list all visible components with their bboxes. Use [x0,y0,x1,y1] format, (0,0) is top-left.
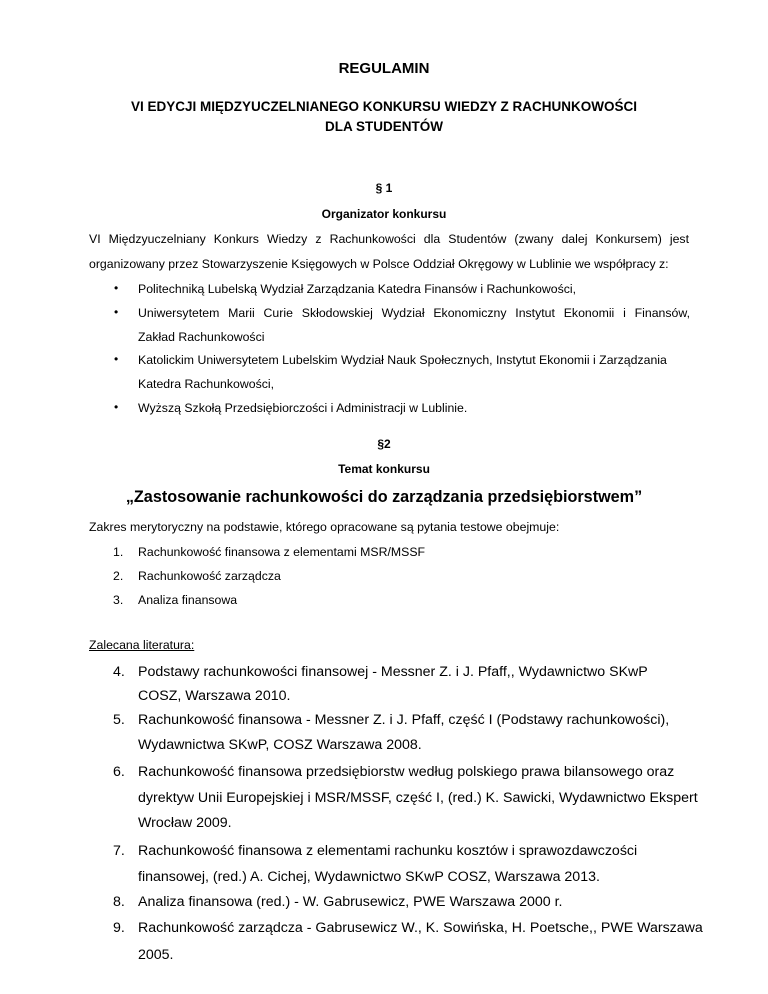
organizer-item: Politechniką Lubelską Wydział Zarządzania Katedra Finansów i Rachunkowości, [138,282,577,296]
scope-intro: Zakres merytoryczny na podstawie, którego opracowane są pytania testowe obejmuje: [89,520,560,534]
literature-item: Rachunkowość zarządcza - Gabrusewicz W., K. Sowińska, H. Poetsche,, PWE Warszawa [138,920,703,936]
section-1-intro-line-2: organizowany przez Stowarzyszenie Księgowych w Polsce Oddział Okręgowy w Lublinie we współpracy z: [89,257,669,271]
scope-item: Rachunkowość finansowa z elementami MSR/MSSF [138,545,426,559]
organizer-item: Katolickim Uniwersytetem Lubelskim Wydział Nauk Społecznych, Instytut Ekonomii i Zarządzania [138,353,667,367]
section-2-number: §2 [377,437,391,451]
section-2-heading: Temat konkursu [338,462,430,476]
organizer-item: Wyższą Szkołą Przedsiębiorczości i Administracji w Lublinie. [138,401,468,415]
scope-item: Rachunkowość zarządcza [138,569,281,583]
literature-number: 9. [113,920,125,936]
literature-item-continued: Wrocław 2009. [138,815,232,831]
organizer-item: Uniwersytetem Marii Curie Skłodowskiej Wydział Ekonomiczny Instytut Ekonomii i Finansów, [138,306,690,320]
document-subtitle [0,97,768,137]
scope-item: Analiza finansowa [138,593,238,607]
literature-item-continued: Wydawnictwa SKwP, COSZ Warszawa 2008. [138,737,422,753]
literature-item: Analiza finansowa (red.) - W. Gabrusewicz, PWE Warszawa 2000 r. [138,894,563,910]
bullet-icon: • [114,400,119,414]
literature-item-continued: dyrektyw Unii Europejskiej i MSR/MSSF, część I, (red.) K. Sawicki, Wydawnictwo Ekspert [138,790,698,806]
section-1-heading: Organizator konkursu [321,207,447,221]
section-1-number: § 1 [375,181,393,195]
document-title: REGULAMIN [338,60,430,77]
literature-item-continued: COSZ, Warszawa 2010. [138,688,291,704]
competition-topic: „Zastosowanie rachunkowości do zarządzania przedsiębiorstwem” [125,488,643,506]
literature-item: Rachunkowość finansowa z elementami rachunku kosztów i sprawozdawczości [138,843,638,859]
subtitle-line-1: VI EDYCJI MIĘDZYUCZELNIANEGO KONKURSU WIEDZY Z RACHUNKOWOŚCI [130,99,638,114]
bullet-icon: • [114,305,119,319]
literature-number: 6. [113,764,125,780]
section-1-intro-line-1: VI Międzyuczelniany Konkurs Wiedzy z Rachunkowości dla Studentów (zwany dalej Konkursem) jest [89,232,689,246]
scope-item-number: 2. [113,569,124,583]
organizer-item-continued: Zakład Rachunkowości [138,330,265,344]
literature-item: Rachunkowość finansowa przedsiębiorstw według polskiego prawa bilansowego oraz [138,764,675,780]
bullet-icon: • [114,281,119,295]
literature-number: 8. [113,894,125,910]
literature-item: Rachunkowość finansowa - Messner Z. i J. Pfaff, część I (Podstawy rachunkowości), [138,712,670,728]
organizer-item-continued: Katedra Rachunkowości, [138,377,275,391]
literature-number: 5. [113,712,125,728]
literature-number: 7. [113,843,125,859]
literature-item: Podstawy rachunkowości finansowej - Messner Z. i J. Pfaff,, Wydawnictwo SKwP [138,664,648,680]
literature-item-continued: finansowej, (red.) A. Cichej, Wydawnictwo SKwP COSZ, Warszawa 2013. [138,869,600,885]
literature-number: 4. [113,664,125,680]
bullet-icon: • [114,352,119,366]
subtitle-line-2: DLA STUDENTÓW [325,119,443,134]
scope-item-number: 3. [113,593,124,607]
literature-item-continued: 2005. [138,947,174,963]
scope-item-number: 1. [113,545,124,559]
literature-heading: Zalecana literatura: [89,638,195,652]
